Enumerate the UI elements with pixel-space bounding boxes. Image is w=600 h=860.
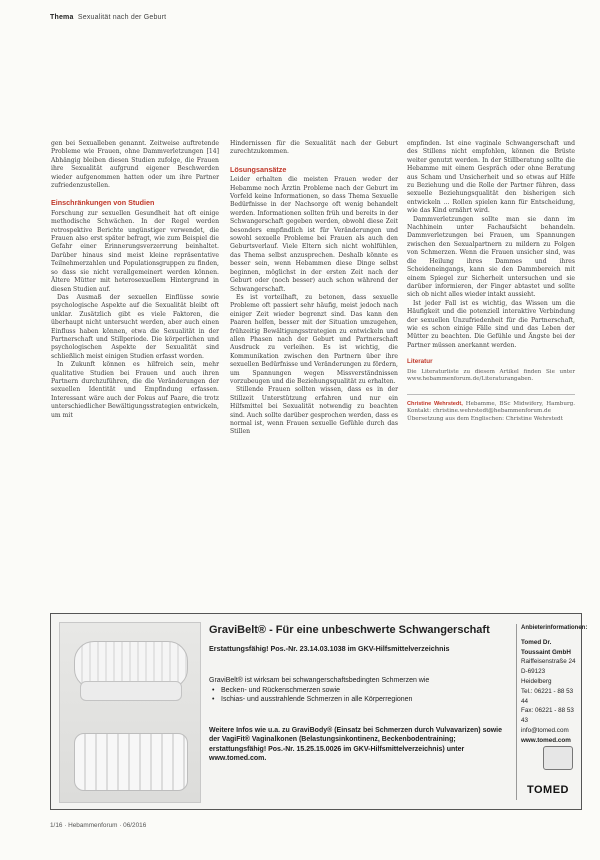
contact-line: D-69123 Heidelberg bbox=[521, 668, 552, 685]
contact-line: Raiffeisenstraße 24 bbox=[521, 658, 576, 666]
running-head bbox=[50, 14, 166, 21]
ad-more-info: Weitere Infos wie u.a. zu GraviBody® (Einsatz bei Schmerzen durch Vulvavarizen) sowie der VagiFit® Vaginalkonen (Belastungsinkontinenz, Beckenbodentraining; erstattungsfähig! Pos.-Nr. 15.25.15.0026 im GKV-Hilfsmittelverzeichnis) unter www.tomed.com. bbox=[209, 727, 503, 763]
contact-line: Tel.: 06221 - 88 53 44 bbox=[521, 687, 574, 705]
ad-divider bbox=[516, 624, 517, 800]
section-heading: Lösungsansätze bbox=[230, 164, 287, 174]
section-label: Thema bbox=[50, 14, 74, 21]
paragraph: Leider erhalten die meisten Frauen weder der Hebamme noch Ärztin Probleme nach der Geburt im Vorfeld keine Informationen, so dass Thema Sexuelle Bedürfnisse in der Nachsorge oft wenig behandelt werden. Informationen sollten früh und bereits in der Schwangerschaft gegeben werden, obwohl diese Zeit besonders empfindlich ist für Veränderungen und sowohl sexuelle Probleme bei Frauen als auch den Geburtsverlauf. Viele Eltern sich nicht wohlfühlen, das Thema selbst anzusprechen. Deshalb könnte es besser sein, wenn Hebammen diese Dinge selbst beginnen, möglichst in der ersten Zeit nach der Geburt oder (noch besser) auch schon während der Schwangerschaft. bbox=[230, 176, 398, 293]
quality-seal-icon bbox=[543, 746, 573, 770]
paragraph: gen bei Sexualleben genannt. Zeitweise auftretende Probleme wie Frauen, ohne Dammverletzungen [14] Abhängig bleiben diesen Studien zufolge, die Frauen ihre Sexualität aufgrund eigener Beschwerden wieder aufgenommen hatten oder um ihre Partner zufriedenzustellen. bbox=[51, 140, 219, 190]
belt-strap-image bbox=[80, 681, 182, 701]
author-name: Christine Wehrstedt, bbox=[407, 400, 463, 407]
contact-website: www.tomed.com bbox=[521, 736, 571, 744]
literature-note: Die Literaturliste zu diesem Artikel finden Sie unter www.hebammenforum.de/Literaturangaben. bbox=[407, 368, 575, 383]
paragraph: Es ist vorteilhaft, zu betonen, dass sexuelle Probleme oft passiert sehr häufig, meist jedoch nach einiger Zeit wieder begrenzt sind. Das kann den Paaren helfen, besser mit der Situation umzugehen, frühzeitig Bewältigungsstrategien zu entwickeln und allen Phasen nach der Geburt und Partnerschaft Ausdruck zu verleihen. Es ist wichtig, die Kommunikation zwischen den Partnern über ihre sexuellen Bedürfnisse und Veränderungen zu fördern, um Spannungen wegen Missverständnissen vorzubeugen und die Beziehungsqualität zu erhalten. bbox=[230, 293, 398, 385]
advertisement-box bbox=[50, 613, 588, 810]
paragraph: empfinden. Ist eine vaginale Schwangerschaft und des Stillens nicht empfohlen, können die Brüste weiter genutzt werden. In der Stillberatung sollte die Hebamme mit einem Gespräch oder ohne Beratung aus Scham und Unsicherheit und so etwas auf Hilfe zu Beziehung und die Rolle der Partner führen, dass sexuelle Beziehungsqualität den bisherigen sich entwickeln ... Rollen spielen kann für Entscheidung, wie das Kind ernährt wird. bbox=[407, 140, 575, 215]
section-title: Sexualität nach der Geburt bbox=[77, 14, 167, 21]
ad-body bbox=[209, 676, 509, 705]
paragraph: Stillende Frauen sollten wissen, dass es in der Stillzeit Unterstützung erfahren und nur ein Hilfsmittel bei Sexualität notwendig zu beachten sind. Auch sollte darüber gesprochen werden, dass es normal ist, wenn Frauen sexuelle Gefühle durch das Stillen bbox=[230, 386, 398, 436]
ad-intro: GraviBelt® ist wirksam bei schwangerschaftsbedingten Schmerzen wie bbox=[209, 677, 430, 684]
ad-subtitle: Erstattungsfähig! Pos.-Nr. 23.14.03.1038 im GKV-Hilfsmittelverzeichnis bbox=[209, 644, 450, 653]
author-divider bbox=[407, 384, 575, 395]
belt-image-bottom bbox=[74, 733, 188, 791]
contact-company: Tomed Dr. Toussaint GmbH bbox=[521, 638, 571, 656]
text-column-3 bbox=[407, 140, 575, 424]
author-info: Hebamme, BSc Midwifery, Hamburg. Kontakt: christine.wehrstedt@hebammenforum.de bbox=[407, 400, 575, 415]
brand-logo: TOMED bbox=[526, 784, 570, 796]
text-column-2 bbox=[230, 140, 398, 437]
section-heading: Einschränkungen von Studien bbox=[51, 198, 155, 208]
paragraph: Forschung zur sexuellen Gesundheit hat oft einige methodische Schwächen. In der Regel werden retrospektive Berichte ungünstiger verwendet, die Frauen also erst später befragt, wie zum Beispiel die Gefahr einer Erinnerungsverzerrung beinhaltet. Darüber hinaus sind meist kleine repräsentative Teilnehmerzahlen und Populationsgruppen zu finden, so dass sie nicht verallgemeinert werden können. Ältere Mütter mit heterosexuellem Hintergrund in diesen Studien auf. bbox=[51, 209, 219, 293]
paragraph: In Zukunft können es hilfreich sein, mehr qualitative Studien bei Frauen und auch ihren Partnern durchzuführen, die die Veränderungen der sexuellen Identität und Empfindung erfassen. Interessant wäre auch der Fokus auf Paare, die trotz unterschiedlicher Bewältigungsstrategien entwickeln, um mit bbox=[51, 361, 219, 419]
translation-note: Übersetzung aus dem Englischen: Christine Wehrstedt bbox=[407, 415, 563, 422]
contact-header: Anbieterinformationen: bbox=[521, 625, 588, 631]
contact-email: info@tomed.com bbox=[521, 726, 569, 734]
page-footer: 1/16 · Hebammenforum · 06/2016 bbox=[50, 822, 147, 829]
ad-bullet: • Becken- und Rückenschmerzen sowie bbox=[221, 686, 509, 696]
text-column-1 bbox=[51, 140, 219, 420]
product-photo bbox=[59, 622, 201, 803]
ad-bullet: • Ischias- und ausstrahlende Schmerzen in alle Körperregionen bbox=[221, 695, 509, 705]
paragraph: Dammverletzungen sollte man sie dann im Nachhinein unter Fachaufsicht behandeln. Dammverletzungen bei Frauen, um Spannungen zwischen den Sexualpartnern zu mildern zu Folgen von Schmerzen. Wenn die Frauen unsicher sind, was die Heilung ihres Dammes und ihres Scheideneingangs, kann sie den Dammbereich mit einem Spiegel zur Sicherheit untersuchen und sie darüber informieren, der Finger abtastet und sollte sich ob nicht alles wieder intakt aussieht. bbox=[407, 215, 575, 299]
ad-contact bbox=[521, 624, 588, 746]
author-bio bbox=[407, 401, 575, 416]
ad-bullet-list bbox=[209, 686, 509, 705]
paragraph: Das Ausmaß der sexuellen Einflüsse sowie psychologische Aspekte auf die Sexualität bleibt oft unklar. Zusätzlich gibt es viele Faktoren, die überhaupt nicht untersucht werden, aber auch einen Einfluss haben können, etwa die Sexualität in der Partnerschaft und Stillperiode. Die körperlichen und psychologischen Aspekte der Sexualität sind schließlich meist einigen Studien erfasst worden. bbox=[51, 293, 219, 360]
paragraph: Hindernissen für die Sexualität nach der Geburt zurechtzukommen. bbox=[230, 140, 398, 156]
paragraph: Ist jeder Fall ist es wichtig, das Wissen um die Häufigkeit und die potenziell interaktive Verbindung der sexuellen Unzufriedenheit für die Partnerschaft, wie es schon einige Fälle sind und das Leben der Mütter zu beachten. Die Gefühle und Ängste bei der Partner müssen anerkannt werden. bbox=[407, 299, 575, 349]
literature-heading: Literatur bbox=[407, 358, 433, 366]
ad-title: GraviBelt® - Für eine unbeschwerte Schwangerschaft bbox=[209, 624, 490, 636]
contact-line: Fax: 06221 - 88 53 43 bbox=[521, 707, 574, 725]
